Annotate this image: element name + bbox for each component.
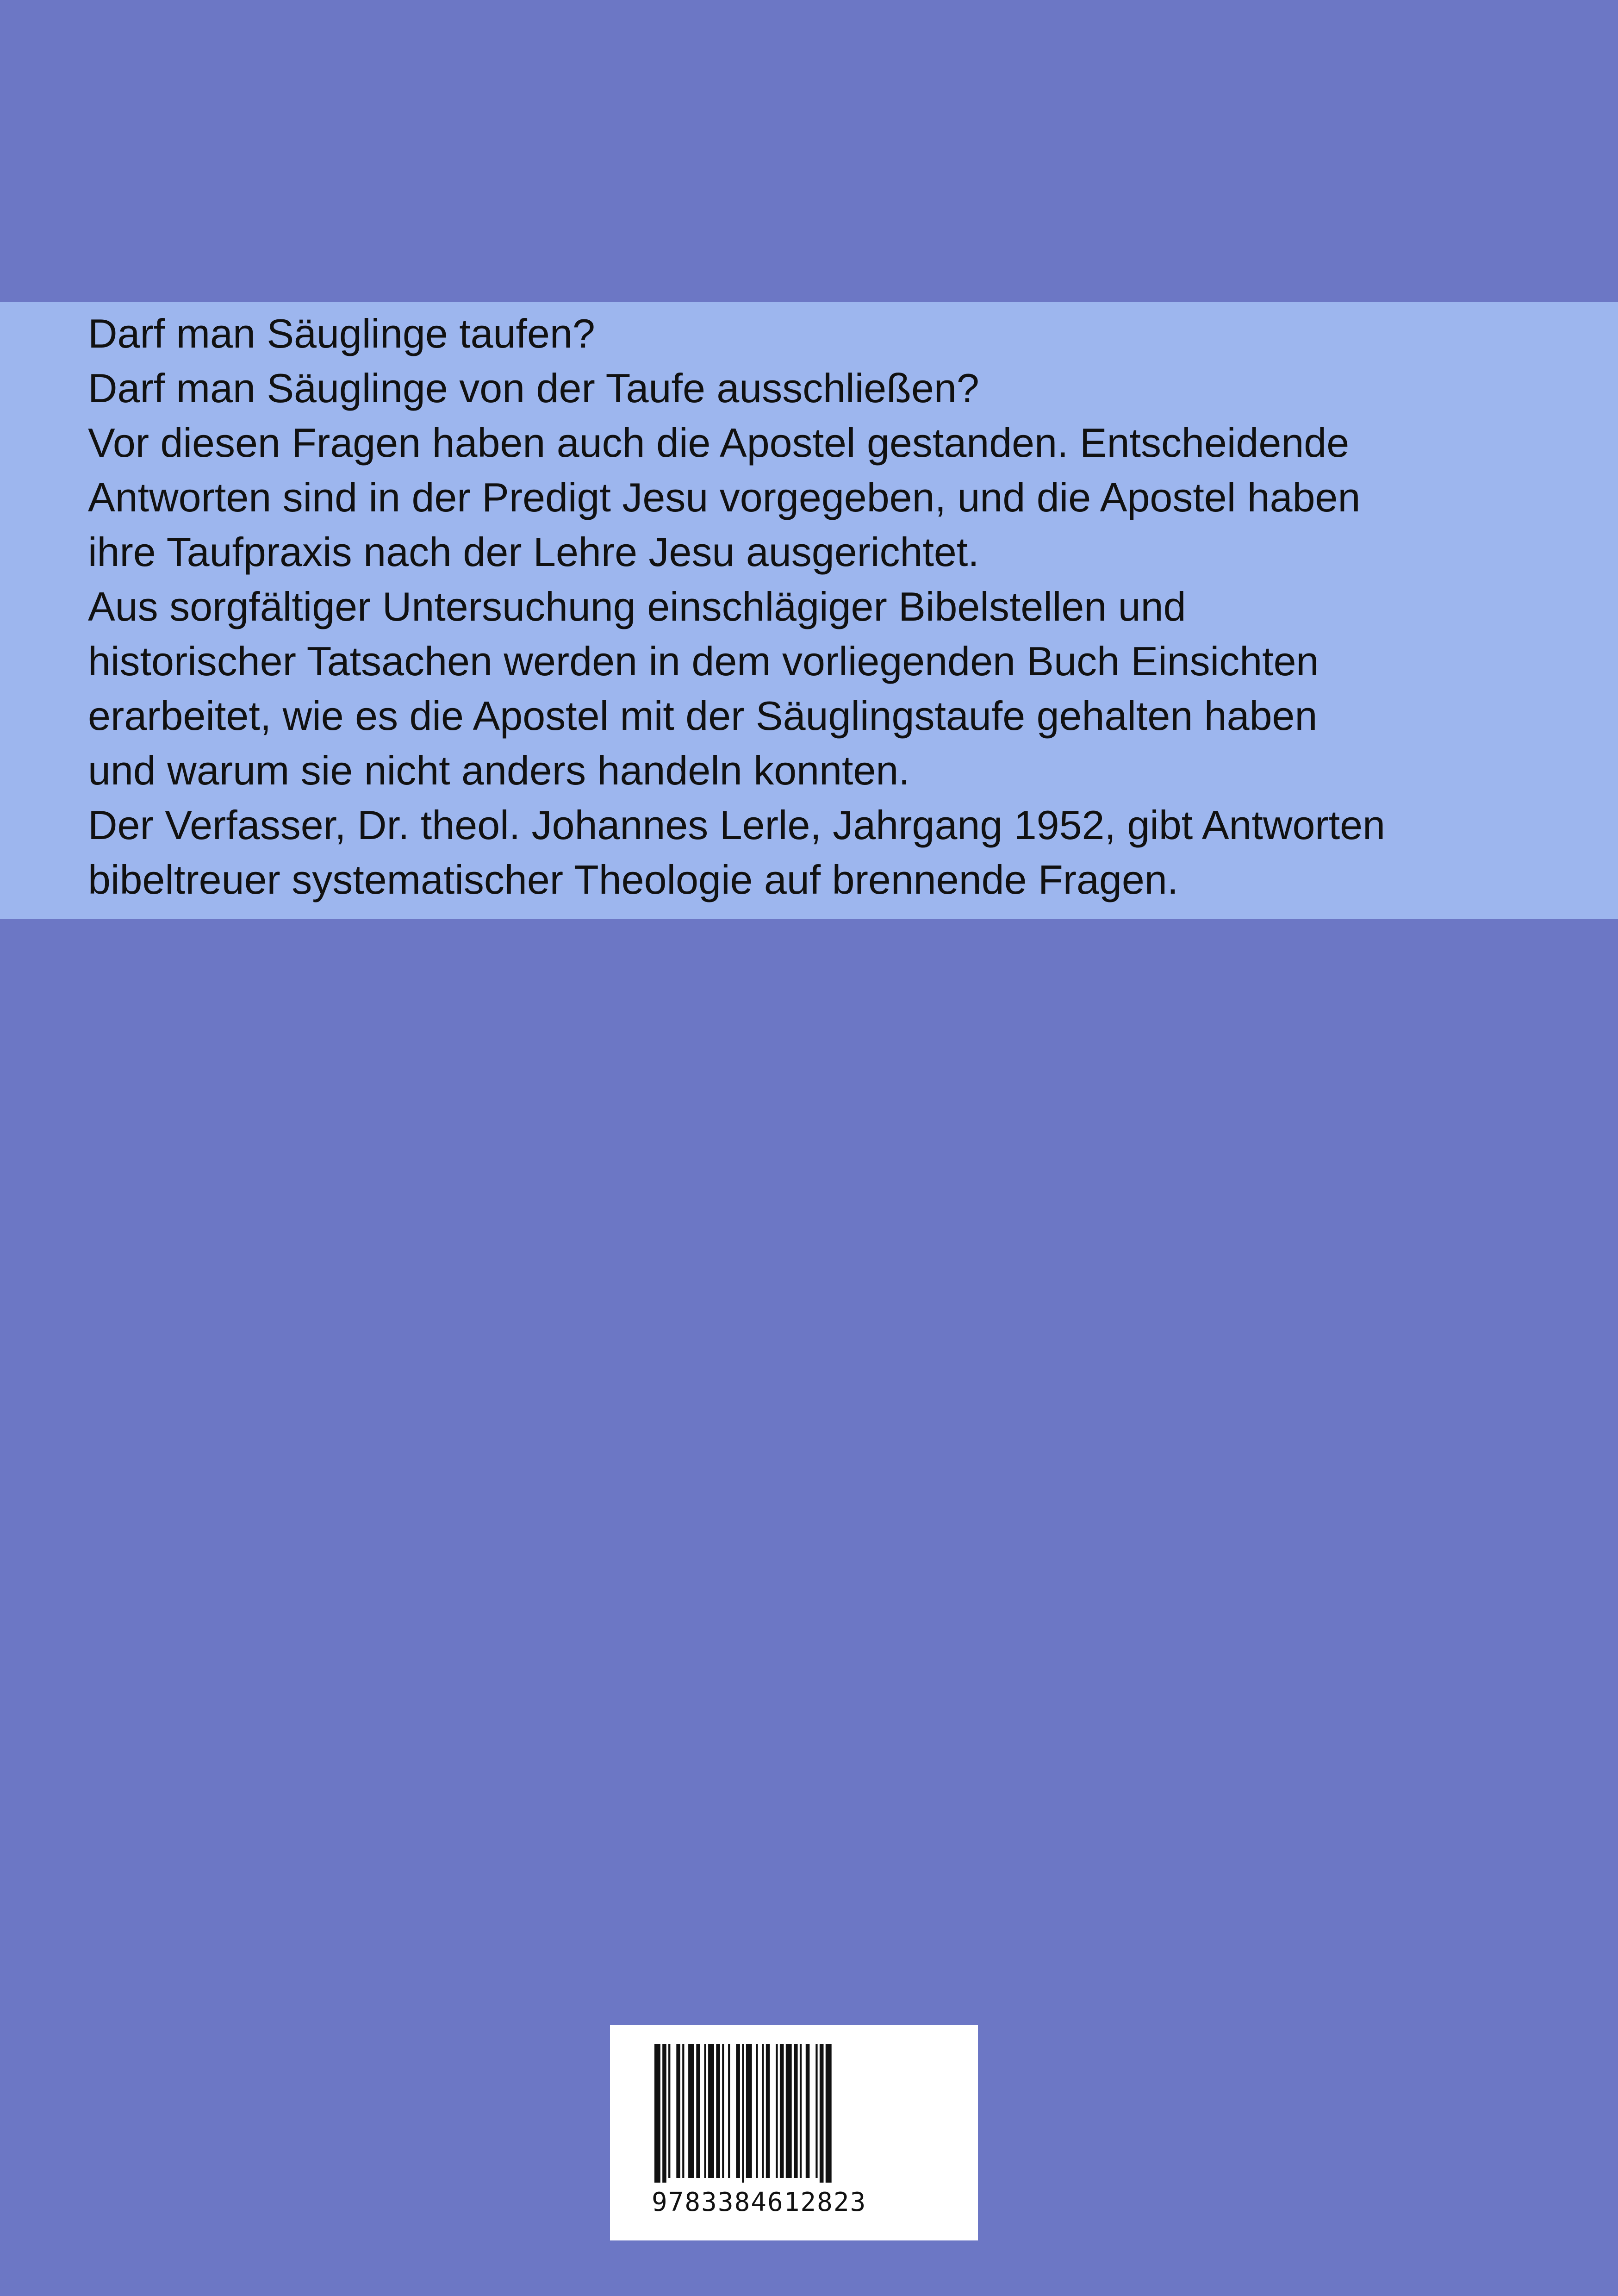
barcode-bar xyxy=(676,2044,680,2178)
blurb-line: Antworten sind in der Predigt Jesu vorgegeben, und die Apostel haben xyxy=(88,474,1361,520)
blurb-text xyxy=(88,306,1550,907)
blurb-line: Vor diesen Fragen haben auch die Apostel gestanden. Entscheidende xyxy=(88,420,1350,466)
barcode-bar xyxy=(756,2044,758,2178)
blurb-line: und warum sie nicht anders handeln konnten. xyxy=(88,747,910,793)
barcode-bar xyxy=(682,2044,684,2178)
barcode-bar xyxy=(662,2044,666,2183)
barcode-bar xyxy=(820,2044,824,2183)
blurb-line: Darf man Säuglinge von der Taufe ausschließen? xyxy=(88,365,979,411)
barcode-bar xyxy=(815,2044,817,2178)
blurb-line: erarbeitet, wie es die Apostel mit der Säuglingstaufe gehalten haben xyxy=(88,693,1318,739)
blurb-line: bibeltreuer systematischer Theologie auf brennende Fragen. xyxy=(88,857,1179,902)
barcode-bar xyxy=(766,2044,770,2178)
barcode-bar xyxy=(728,2044,730,2178)
barcode-bar xyxy=(780,2044,784,2178)
barcode-bar xyxy=(716,2044,720,2178)
barcode-bar xyxy=(826,2044,832,2183)
barcode-bar xyxy=(722,2044,724,2178)
barcode-bar xyxy=(786,2044,792,2178)
barcode-bar xyxy=(806,2044,810,2178)
barcode-bar xyxy=(762,2044,764,2178)
blurb-line: Darf man Säuglinge taufen? xyxy=(88,311,595,356)
barcode-bar xyxy=(794,2044,798,2178)
barcode-bar xyxy=(696,2044,700,2178)
barcode-bar xyxy=(654,2044,660,2183)
blurb-line: historischer Tatsachen werden in dem vorliegenden Buch Einsichten xyxy=(88,638,1319,684)
barcode-box xyxy=(610,2025,978,2240)
blurb-line: Der Verfasser, Dr. theol. Johannes Lerle, Jahrgang 1952, gibt Antworten xyxy=(88,802,1386,848)
barcode-bar xyxy=(800,2044,802,2178)
blurb-line: ihre Taufpraxis nach der Lehre Jesu ausgerichtet. xyxy=(88,529,979,575)
barcode-bar xyxy=(704,2044,706,2178)
barcode-bar xyxy=(688,2044,694,2178)
barcode-bar xyxy=(708,2044,714,2178)
barcode-digits: 9783384612823 xyxy=(652,2187,867,2217)
blurb-line: Aus sorgfältiger Untersuchung einschlägiger Bibelstellen und xyxy=(88,584,1186,629)
barcode-bar xyxy=(746,2044,752,2178)
barcode-bars xyxy=(652,2044,934,2183)
barcode-bar xyxy=(668,2044,670,2178)
barcode-bar xyxy=(776,2044,778,2178)
barcode-bar xyxy=(736,2044,740,2178)
barcode-bar xyxy=(742,2044,744,2183)
